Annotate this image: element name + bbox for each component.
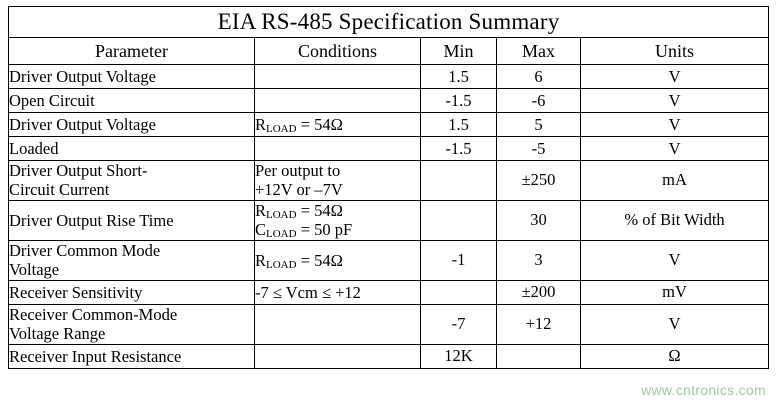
cell-parameter: Receiver Input Resistance (9, 344, 255, 368)
table-header-row (9, 38, 769, 65)
parameter-line-2: Voltage Range (9, 324, 106, 344)
page-title: EIA RS-485 Specification Summary (9, 7, 769, 38)
cell-min: 1.5 (421, 113, 497, 137)
conditions-value: = 54Ω (296, 114, 343, 134)
cell-parameter (9, 304, 255, 344)
parameter-line-2: Circuit Current (9, 180, 110, 200)
cell-units: V (581, 113, 769, 137)
cell-parameter: Driver Output Voltage (9, 113, 255, 137)
cell-units: mA (581, 161, 769, 201)
parameter-line-1: Receiver Common-Mode (9, 304, 178, 324)
conditions-value: = 50 pF (296, 220, 353, 240)
column-header-conditions: Conditions (255, 38, 421, 65)
cell-min: -7 (421, 304, 497, 344)
spec-table-sheet (8, 6, 768, 402)
column-header-max: Max (497, 38, 581, 65)
cell-max (497, 344, 581, 368)
table-row (9, 280, 769, 304)
cell-max: 3 (497, 240, 581, 280)
cell-units: V (581, 89, 769, 113)
subscript-load: LOAD (266, 228, 297, 241)
table-row (9, 65, 769, 89)
column-header-units: Units (581, 38, 769, 65)
conditions-line-2: $C_{LOAD} = 50$ pF (255, 220, 353, 241)
parameter-line-1: Driver Common Mode (9, 240, 161, 260)
table-row (9, 240, 769, 280)
cell-min: -1 (421, 240, 497, 280)
conditions-line-1: $R_{LOAD} = 54\Omega$ (255, 250, 343, 271)
table-row (9, 89, 769, 113)
cell-min (421, 280, 497, 304)
watermark: www.cntronics.com (641, 382, 766, 398)
table-row (9, 137, 769, 161)
column-header-min: Min (421, 38, 497, 65)
table-row (9, 161, 769, 201)
cell-parameter (9, 161, 255, 201)
cell-conditions (255, 304, 421, 344)
table-row (9, 344, 769, 368)
cell-max: +12 (497, 304, 581, 344)
cell-max: ±200 (497, 280, 581, 304)
specification-table (8, 6, 769, 369)
cell-min: -1.5 (421, 137, 497, 161)
cell-parameter (9, 240, 255, 280)
cell-min: 1.5 (421, 65, 497, 89)
cell-units: V (581, 240, 769, 280)
subscript-load: LOAD (266, 122, 297, 135)
conditions-line-2: +12V or –7V (255, 180, 343, 200)
cell-units: V (581, 137, 769, 161)
cell-max: ±250 (497, 161, 581, 201)
cell-parameter: Driver Output Rise Time (9, 200, 255, 240)
cell-max: 5 (497, 113, 581, 137)
cell-conditions (255, 161, 421, 201)
conditions-value: = 54Ω (296, 200, 343, 220)
parameter-line-1: Driver Output Short- (9, 161, 148, 180)
cell-parameter: Open Circuit (9, 89, 255, 113)
table-row (9, 304, 769, 344)
conditions-line-1: Per output to (255, 161, 341, 180)
cell-min: -1.5 (421, 89, 497, 113)
cell-conditions (255, 65, 421, 89)
cell-conditions (255, 113, 421, 137)
cell-max: 30 (497, 200, 581, 240)
cell-units: V (581, 304, 769, 344)
cell-max: -6 (497, 89, 581, 113)
subscript-load: LOAD (266, 208, 297, 221)
cell-conditions (255, 240, 421, 280)
cell-max: 6 (497, 65, 581, 89)
cell-units: mV (581, 280, 769, 304)
table-row (9, 200, 769, 240)
conditions-line-1: $R_{LOAD} = 54\Omega$ (255, 200, 343, 221)
cell-max: -5 (497, 137, 581, 161)
cell-conditions (255, 137, 421, 161)
cell-parameter: Driver Output Voltage (9, 65, 255, 89)
table-title-row (9, 7, 769, 38)
cell-parameter: Loaded (9, 137, 255, 161)
parameter-line-2: Voltage (9, 260, 60, 280)
cell-units: V (581, 65, 769, 89)
cell-conditions (255, 89, 421, 113)
cell-conditions (255, 200, 421, 240)
cell-min: 12K (421, 344, 497, 368)
table-row (9, 113, 769, 137)
conditions-value: = 54Ω (296, 250, 343, 270)
column-header-parameter: Parameter (9, 38, 255, 65)
cell-units: Ω (581, 344, 769, 368)
subscript-text-rload: $R_{LOAD} = 54\Omega$ (255, 114, 343, 135)
cell-min (421, 161, 497, 201)
cell-conditions (255, 344, 421, 368)
cell-min (421, 200, 497, 240)
subscript-load: LOAD (266, 258, 297, 271)
cell-units: % of Bit Width (581, 200, 769, 240)
cell-parameter: Receiver Sensitivity (9, 280, 255, 304)
cell-conditions: -7 ≤ Vcm ≤ +12 (255, 280, 421, 304)
